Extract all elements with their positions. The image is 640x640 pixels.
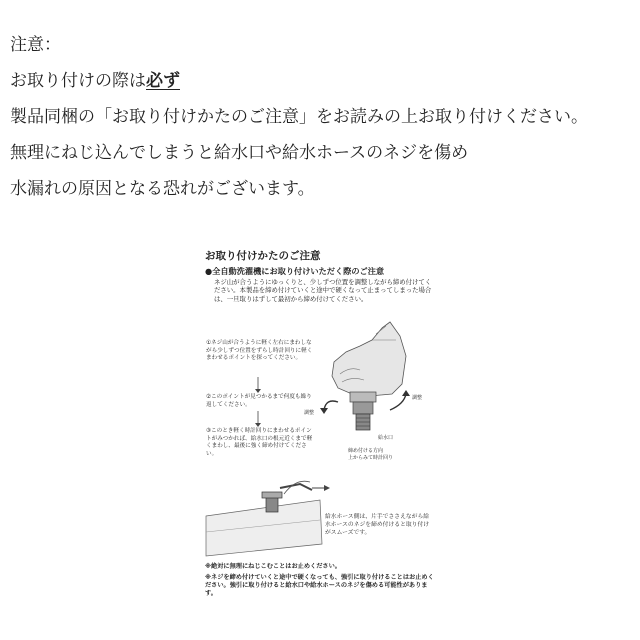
notice-heading: 注意： (10, 35, 61, 55)
label-adjust-right: 調整 (412, 395, 423, 401)
label-inlet: 給水口 (378, 435, 394, 441)
notice-line-damage: 無理にねじ込んでしまうと給水口や給水ホースのネジを傷め (10, 143, 469, 163)
installation-guide-image (200, 244, 440, 604)
notice-line-leak: 水漏れの原因となる恐れがございます。 (10, 179, 315, 199)
label-tighten-direction: 締め付ける方向 上からみて時計回り (348, 448, 394, 461)
guide-title: お取り付けかたのご注意 (205, 250, 321, 262)
notice-line-must-prefix: お取り付けの際は (10, 71, 146, 91)
notice-line-must (10, 70, 180, 92)
guide-hose-note: 給水ホース側は、片手でささえながら給水ホースのネジを締め付けると取り付けがスムーズです。 (325, 514, 430, 536)
guide-step-3: ③このとき軽く時計回りにまわせるポイントがみつかれば、給水口の根元近くまで軽くまわし、最後に強く締め付けてください。 (206, 428, 313, 457)
guide-warning-1: ※絶対に無理にねじこむことはお止めください。 (205, 563, 341, 570)
notice-line-read-guide: 製品同梱の「お取り付けかたのご注意」をお読みの上お取り付けください。 (10, 107, 588, 127)
notice-emphasis: 必ず (146, 71, 180, 91)
guide-step-1: ①ネジ山が合うように軽く左右にまわしながら少しずつ位置をずらし時計回りに軽くまわせるポイントを探ってください。 (206, 340, 313, 362)
guide-step-2: ②このポイントが見つかるまで何度も繰り返してください。 (206, 394, 312, 408)
label-adjust-left: 調整 (304, 410, 315, 416)
guide-intro: ネジ山が合うようにゆっくりと、少しずつ位置を調整しながら締め付けてください。本製品を締め付けていくと途中で硬くなって止まってしまった場合は、一旦取りはずして最初から締め付けてください。 (214, 278, 432, 303)
guide-warning-2: ※ネジを締め付けていくと途中で硬くなっても、強引に取り付けることはお止めください。強引に取り付けると給水口や給水ホースのネジを傷める可能性があります。 (205, 574, 434, 598)
guide-subtitle: ●全自動洗濯機にお取り付けいただく際のご注意 (205, 266, 385, 276)
